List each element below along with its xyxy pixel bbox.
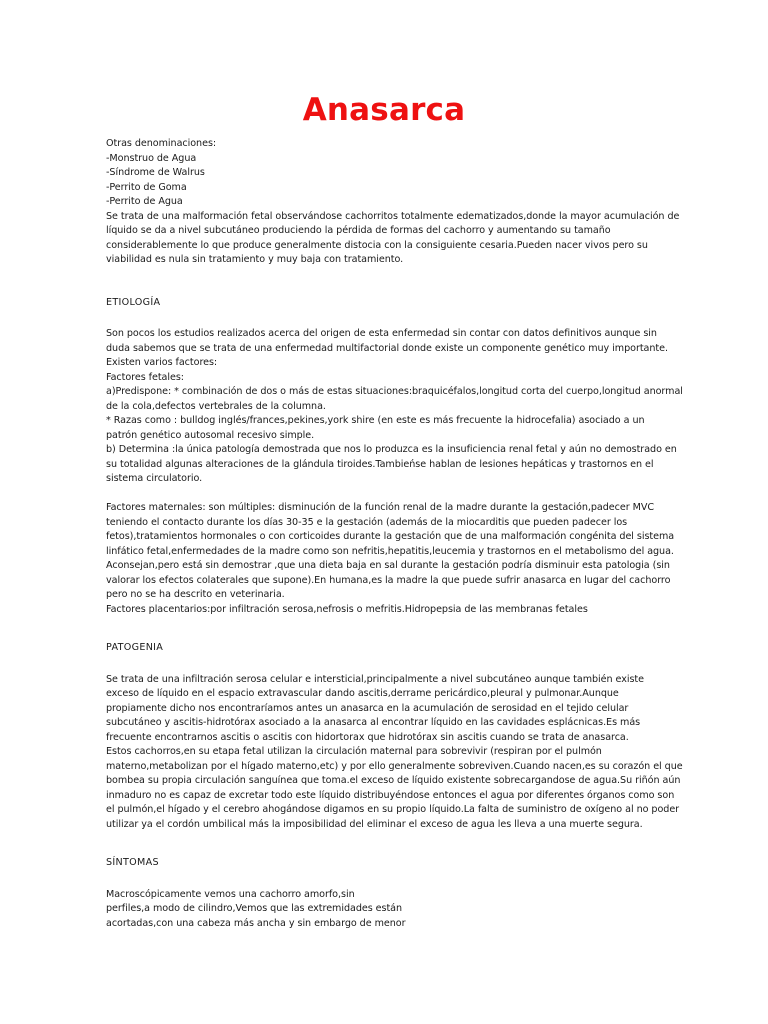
etiologia-line: Factores fetales: [106,371,184,383]
etiologia-line: su totalidad algunas alteraciones de la glándula tiroides.Tambieńse hablan de lesiones hepáticas y trastornos en el [106,458,654,470]
sintomas-line: acortadas,con una cabeza más ancha y sin embargo de menor [106,917,406,929]
etiologia-line: Son pocos los estudios realizados acerca del origen de esta enfermedad sin contar con datos definitivos aunque sin [106,328,657,339]
patogenia-line: frecuente encontrarnos ascitis o ascitis con hidortorax que hidrotórax sin ascitis cuando se trata de anasarca. [106,731,629,743]
etiologia-line: * Razas como : bulldog inglés/frances,pekines,york shire (en este es más frecuente la hidrocefalia) asociado a un [106,415,645,426]
intro-line: Otras denominaciones: [106,138,217,149]
patogenia-line: utilizar ya el cordón umbilical más la imposibilidad del eliminar el exceso de agua les lleva a una muerte segura. [106,818,643,830]
patogenia-line: propiamente dicho nos encontraríamos antes un anasarca en la acumulación de serosidad en el tejido celular [106,702,629,714]
etiologia-line: sistema circulatorio. [106,473,203,484]
sintomas-heading: SÍNTOMAS [106,857,159,868]
etiologia-line: fetos),tratamientos hormonales o con corticoides durante la gestación que de una malformación congénita del sistema [106,531,675,542]
patogenia-line: Estos cachorros,en su etapa fetal utilizan la circulación maternal para sobrevivir (respiran por el pulmón [106,746,602,757]
sintomas-line: Macroscópicamente vemos una cachorro amorfo,sin [106,888,355,900]
sintomas-section [106,856,666,931]
etiologia-line: Factores placentarios:por infiltración serosa,nefrosis o mefritis.Hidropepsia de las membranas fetales [106,603,588,615]
etiologia-line: patrón genético autosomal recesivo simple. [106,429,315,441]
etiologia-line: pero no se ha descrito en veterinaria. [106,589,285,600]
intro-line: líquido se da a nivel subcutáneo produciendo la pérdida de formas del cachorro y aumentando su tamaño [106,225,611,236]
patogenia-line: Se trata de una infiltración serosa celular e intersticial,principalmente a nivel subcutáneo aunque también existe [106,673,644,685]
document-body [106,137,683,931]
patogenia-section [106,641,683,832]
etiologia-line: Factores maternales: son múltiples: disminución de la función renal de la madre durante la gestación,padecer MVC [106,502,654,513]
etiologia-line: linfático fetal,enfermedades de la madre como son nefritis,hepatitis,leucemia y trastornos en el metabolismo del agua. [106,545,674,557]
patogenia-line: materno,metabolizan por el hígado materno,etc) y por ello generalmente sobreviven.Cuando nacen,es su corazón el que [106,760,683,772]
etiologia-line: b) Determina :la única patología demostrada que nos lo produzca es la insuficiencia renal fetal y aún no demostrado en [106,444,677,455]
patogenia-line: bombea su propia circulación sanguínea que toma.el exceso de líquido existente sobrecargandose de agua.Su riñón aún [106,775,681,786]
intro-line: -Perrito de Agua [106,196,183,207]
etiologia-line: duda sabemos que se trata de una enfermedad multifactorial donde existe un componente genético muy importante. [106,342,668,354]
patogenia-heading: PATOGENIA [106,642,164,653]
sintomas-line: perfiles,a modo de cilindro,Vemos que las extremidades están [106,903,403,914]
patogenia-line: exceso de líquido en el espacio extravascular dando ascitis,derrame pericárdico,pleural y pulmonar.Aunque [106,688,619,699]
document-title: Anasarca [302,92,466,128]
intro-line: -Síndrome de Walrus [106,167,205,178]
intro-line: Se trata de una malformación fetal observándose cachorritos totalmente edematizados,donde la mayor acumulación de [106,210,680,222]
intro-line: viabilidad es nula sin tratamiento y muy baja con tratamiento. [106,254,404,265]
intro-line: -Perrito de Goma [106,181,187,193]
etiologia-line: valorar los efectos colaterales que supone).En humana,es la madre la que puede sufrir anasarca en lugar del cachorro [106,574,671,586]
intro-line: considerablemente lo que produce generalmente distocia con la consiguiente cesaria.Pueden nacer vivos pero su [106,239,648,251]
intro-line: -Monstruo de Agua [106,152,197,164]
patogenia-line: subcutáneo y ascitis-hidrotórax asociado a la anasarca al encontrar líquido en las cavidades esplácnicas.Es más [106,717,641,728]
patogenia-line: inmaduro no es capaz de excretar todo este líquido distribuyéndose entonces el agua por diferentes órganos como son [106,789,675,801]
etiologia-line: Existen varios factores: [106,357,218,368]
intro-section [106,137,680,268]
etiologia-line: de la cola,defectos vertebrales de la columna. [106,400,326,412]
etiologia-line: Aconsejan,pero está sin demostrar ,que una dieta baja en sal durante la gestación podría disminuir esta patologia (sin [106,560,670,571]
etiologia-line: teniendo el contacto durante los días 30-35 e la gestación (además de la miocarditis que pueden padecer los [106,516,628,528]
etiologia-line: a)Predispone: * combinación de dos o más de estas situaciones:braquicéfalos,longitud corta del cuerpo,longitud anormal [106,386,683,397]
patogenia-line: el pulmón,el hígado y el cerebro ahogándose digamos en su propio líquido.La falta de suministro de oxígeno al no poder [106,804,680,815]
etiologia-section [106,296,683,618]
etiologia-heading: ETIOLOGÍA [106,296,161,308]
